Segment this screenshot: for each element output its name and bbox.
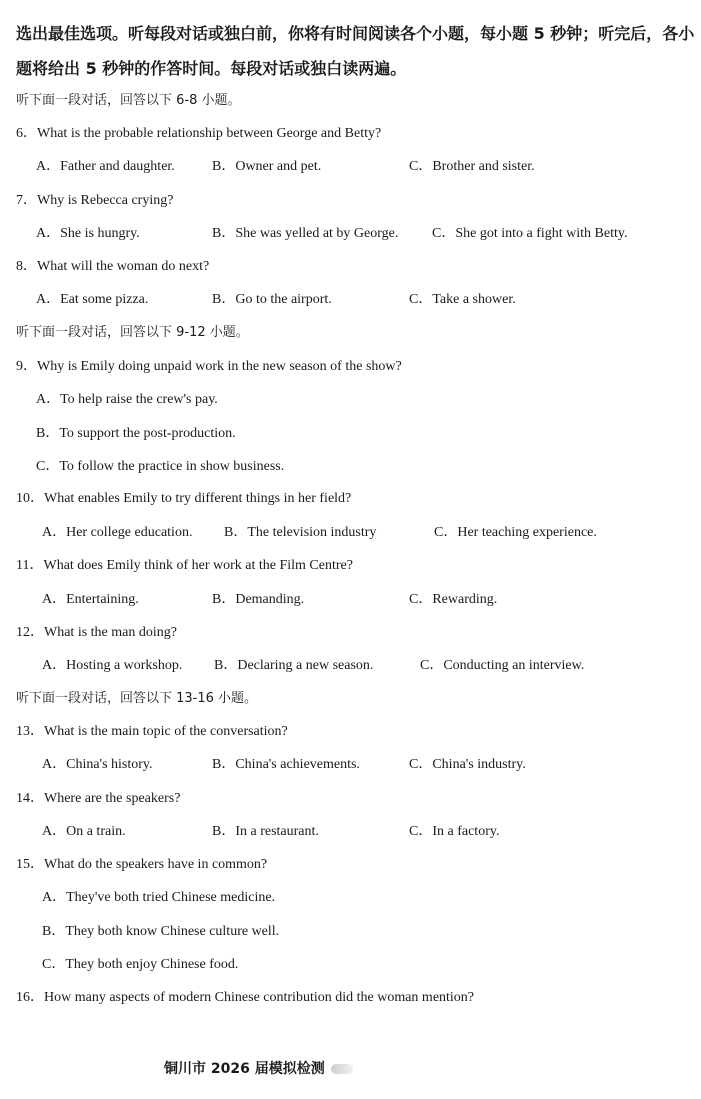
q11-option-c: C．Rewarding.	[409, 592, 498, 607]
question-10: 10．What enables Emily to try different things in her field?	[16, 491, 352, 506]
instructions-paragraph: 选出最佳选项。听每段对话或独白前，你将有时间阅读各个小题，每小题 5 秒钟；听完后，各小题将给出 5 秒钟的作答时间。每段对话或独白读两遍。	[16, 24, 695, 78]
q14-option-c: C．In a factory.	[409, 824, 500, 839]
q8-option-b: B．Go to the airport.	[212, 292, 332, 307]
q12-option-c: C．Conducting an interview.	[420, 658, 585, 673]
section-heading-6-8: 听下面一段对话，回答以下 6-8 小题。	[16, 93, 241, 108]
question-16: 16．How many aspects of modern Chinese contribution did the woman mention?	[16, 990, 475, 1005]
q6-option-a: A．Father and daughter.	[36, 159, 175, 174]
section-heading-13-16: 听下面一段对话，回答以下 13-16 小题。	[16, 691, 258, 706]
question-13: 13．What is the main topic of the conversation?	[16, 724, 288, 739]
question-11: 11．What does Emily think of her work at the Film Centre?	[16, 558, 353, 573]
q14-option-b: B．In a restaurant.	[212, 824, 319, 839]
section-heading-9-12: 听下面一段对话，回答以下 9-12 小题。	[16, 325, 249, 340]
footer-text: 铜川市 2026 届模拟检测	[164, 1061, 325, 1077]
q13-option-a: A．China's history.	[42, 757, 153, 772]
q8-option-a: A．Eat some pizza.	[36, 292, 149, 307]
q11-option-b: B．Demanding.	[212, 592, 305, 607]
q9-option-a: A．To help raise the crew's pay.	[36, 392, 218, 407]
q11-option-a: A．Entertaining.	[42, 592, 139, 607]
q15-option-a: A．They've both tried Chinese medicine.	[42, 890, 276, 905]
q7-option-b: B．She was yelled at by George.	[212, 226, 399, 241]
question-9: 9．Why is Emily doing unpaid work in the new season of the show?	[16, 359, 402, 374]
q7-option-c: C．She got into a fight with Betty.	[432, 226, 628, 241]
q9-option-c: C．To follow the practice in show business.	[36, 459, 285, 474]
question-8: 8．What will the woman do next?	[16, 259, 210, 274]
q15-option-b: B．They both know Chinese culture well.	[42, 924, 280, 939]
page-footer	[164, 1058, 353, 1078]
q15-option-c: C．They both enjoy Chinese food.	[42, 957, 239, 972]
q10-option-b: B．The television industry	[224, 525, 377, 540]
q8-option-c: C．Take a shower.	[409, 292, 516, 307]
q7-option-a: A．She is hungry.	[36, 226, 140, 241]
smudge-mark	[331, 1064, 353, 1074]
q6-option-b: B．Owner and pet.	[212, 159, 322, 174]
q12-option-b: B．Declaring a new season.	[214, 658, 374, 673]
question-12: 12．What is the man doing?	[16, 625, 177, 640]
q6-option-c: C．Brother and sister.	[409, 159, 535, 174]
q9-option-b: B．To support the post-production.	[36, 426, 236, 441]
q10-option-a: A．Her college education.	[42, 525, 193, 540]
question-14: 14．Where are the speakers?	[16, 791, 181, 806]
question-6: 6．What is the probable relationship between George and Betty?	[16, 126, 382, 141]
q13-option-b: B．China's achievements.	[212, 757, 360, 772]
q10-option-c: C．Her teaching experience.	[434, 525, 597, 540]
q14-option-a: A．On a train.	[42, 824, 126, 839]
question-7: 7．Why is Rebecca crying?	[16, 193, 174, 208]
q12-option-a: A．Hosting a workshop.	[42, 658, 183, 673]
question-15: 15．What do the speakers have in common?	[16, 857, 268, 872]
q13-option-c: C．China's industry.	[409, 757, 526, 772]
